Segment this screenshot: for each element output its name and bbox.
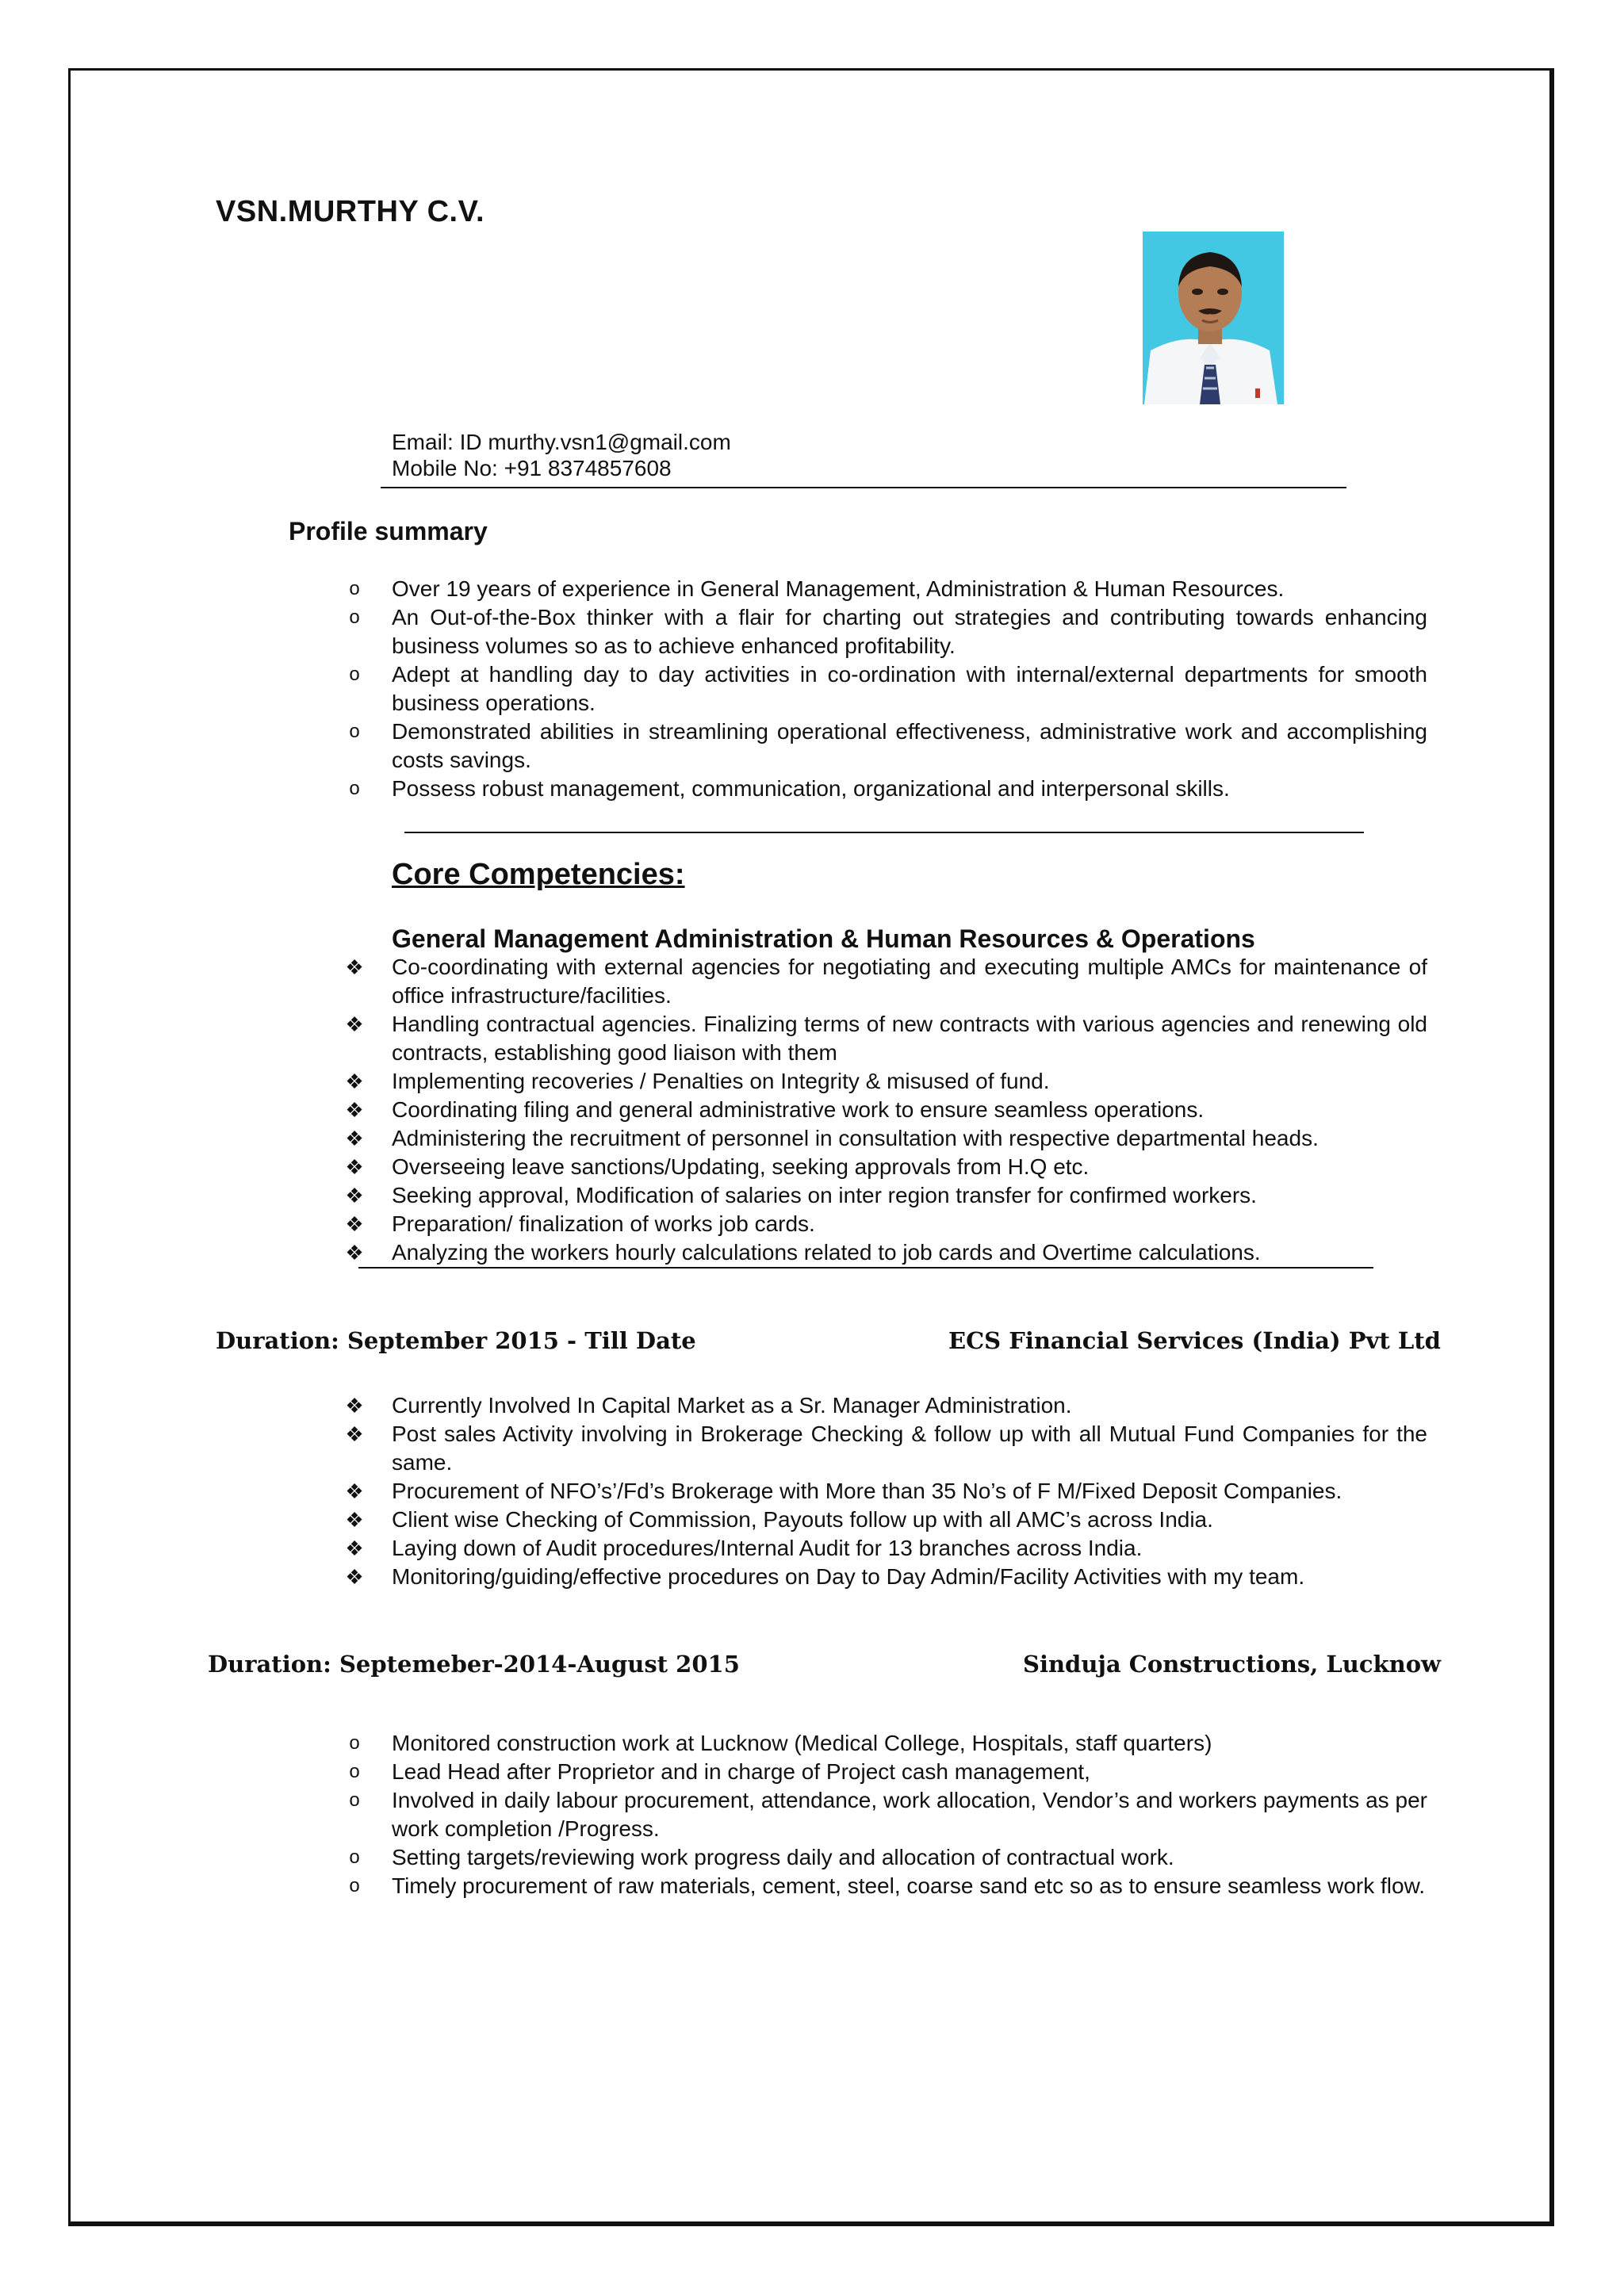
list-item: ❖ Laying down of Audit procedures/Internal Audit for 13 branches across India. bbox=[392, 1534, 1427, 1563]
list-item: ❖ Currently Involved In Capital Market as a Sr. Manager Administration. bbox=[392, 1391, 1427, 1420]
email-line: Email: ID murthy.vsn1@gmail.com bbox=[392, 430, 731, 454]
list-item: ❖ Handling contractual agencies. Finalizing terms of new contracts with various agencies and renewing old contracts, establishing good liaison with them bbox=[392, 1010, 1427, 1067]
list-item: ❖ Analyzing the workers hourly calculations related to job cards and Overtime calculations. bbox=[392, 1238, 1427, 1267]
list-item: o Setting targets/reviewing work progress daily and allocation of contractual work. bbox=[392, 1843, 1427, 1872]
profile-photo-image bbox=[1136, 232, 1284, 404]
list-item: o Adept at handling day to day activities in co-ordination with internal/external departments for smooth business operations. bbox=[392, 660, 1427, 718]
diamond-bullet-icon: ❖ bbox=[345, 1155, 364, 1179]
diamond-bullet-icon: ❖ bbox=[345, 1127, 364, 1150]
list-item: ❖ Coordinating filing and general administrative work to ensure seamless operations. bbox=[392, 1096, 1427, 1124]
profile-divider bbox=[404, 832, 1364, 833]
list-item: o Timely procurement of raw materials, cement, steel, coarse sand etc so as to ensure seamless work flow. bbox=[392, 1872, 1427, 1900]
cv-title: VSN.MURTHY C.V. bbox=[216, 195, 485, 228]
list-item: o Over 19 years of experience in General Management, Administration & Human Resources. bbox=[392, 575, 1427, 603]
diamond-bullet-icon: ❖ bbox=[345, 1212, 364, 1236]
list-item: ❖ Co-coordinating with external agencies for negotiating and executing multiple AMCs for maintenance of office infrastructure/facilities. bbox=[392, 953, 1427, 1010]
circle-bullet-icon: o bbox=[349, 1732, 360, 1754]
mobile-line: Mobile No: +91 8374857608 bbox=[392, 456, 672, 480]
circle-bullet-icon: o bbox=[349, 578, 360, 599]
list-item: o Demonstrated abilities in streamlining operational effectiveness, administrative work and accomplishing costs savings. bbox=[392, 718, 1427, 775]
core-competencies-subheading: General Management Administration & Human Resources & Operations bbox=[392, 924, 1255, 953]
diamond-bullet-icon: ❖ bbox=[345, 1012, 364, 1036]
list-item: ❖ Client wise Checking of Commission, Payouts follow up with all AMC’s across India. bbox=[392, 1506, 1427, 1534]
job1-duration: Duration: September 2015 - Till Date bbox=[216, 1327, 696, 1354]
profile-summary-heading: Profile summary bbox=[289, 517, 488, 545]
circle-bullet-icon: o bbox=[349, 664, 360, 685]
list-item: ❖ Overseeing leave sanctions/Updating, seeking approvals from H.Q etc. bbox=[392, 1153, 1427, 1181]
core-divider bbox=[358, 1267, 1373, 1269]
job2-duration: Duration: Septemeber-2014-August 2015 bbox=[208, 1651, 740, 1678]
job1-list bbox=[345, 1391, 1427, 1591]
diamond-bullet-icon: ❖ bbox=[345, 1098, 364, 1122]
circle-bullet-icon: o bbox=[349, 1875, 360, 1896]
list-item: ❖ Administering the recruitment of personnel in consultation with respective departmental heads. bbox=[392, 1124, 1427, 1153]
circle-bullet-icon: o bbox=[349, 778, 360, 799]
list-item: o Monitored construction work at Lucknow (Medical College, Hospitals, staff quarters) bbox=[392, 1729, 1427, 1758]
circle-bullet-icon: o bbox=[349, 1846, 360, 1868]
list-item: ❖ Monitoring/guiding/effective procedures on Day to Day Admin/Facility Activities with my team. bbox=[392, 1563, 1427, 1591]
core-competencies-list bbox=[345, 953, 1427, 1267]
circle-bullet-icon: o bbox=[349, 721, 360, 742]
diamond-bullet-icon: ❖ bbox=[345, 1422, 364, 1446]
list-item: ❖ Implementing recoveries / Penalties on Integrity & misused of fund. bbox=[392, 1067, 1427, 1096]
contact-divider bbox=[381, 487, 1346, 488]
list-item: o Lead Head after Proprietor and in charge of Project cash management, bbox=[392, 1758, 1427, 1786]
diamond-bullet-icon: ❖ bbox=[345, 1241, 364, 1265]
job2-company: Sinduja Constructions, Lucknow bbox=[1023, 1651, 1442, 1678]
diamond-bullet-icon: ❖ bbox=[345, 1536, 364, 1560]
diamond-bullet-icon: ❖ bbox=[345, 1565, 364, 1589]
job1-company: ECS Financial Services (India) Pvt Ltd bbox=[948, 1327, 1441, 1354]
core-competencies-heading: Core Competencies: bbox=[392, 858, 685, 891]
circle-bullet-icon: o bbox=[349, 1789, 360, 1811]
job2-list bbox=[349, 1729, 1427, 1900]
profile-photo bbox=[1136, 232, 1284, 404]
diamond-bullet-icon: ❖ bbox=[345, 1479, 364, 1503]
diamond-bullet-icon: ❖ bbox=[345, 1508, 364, 1532]
circle-bullet-icon: o bbox=[349, 1761, 360, 1782]
diamond-bullet-icon: ❖ bbox=[345, 1070, 364, 1093]
diamond-bullet-icon: ❖ bbox=[345, 955, 364, 979]
circle-bullet-icon: o bbox=[349, 607, 360, 628]
list-item: o An Out-of-the-Box thinker with a flair for charting out strategies and contributing towards enhancing business volumes so as to achieve enhanced profitability. bbox=[392, 603, 1427, 660]
list-item: ❖ Post sales Activity involving in Brokerage Checking & follow up with all Mutual Fund Companies for the same. bbox=[392, 1420, 1427, 1477]
profile-summary-list bbox=[349, 575, 1427, 803]
list-item: ❖ Seeking approval, Modification of salaries on inter region transfer for confirmed workers. bbox=[392, 1181, 1427, 1210]
diamond-bullet-icon: ❖ bbox=[345, 1184, 364, 1207]
list-item: ❖ Preparation/ finalization of works job cards. bbox=[392, 1210, 1427, 1238]
diamond-bullet-icon: ❖ bbox=[345, 1394, 364, 1418]
list-item: ❖ Procurement of NFO’s’/Fd’s Brokerage with More than 35 No’s of F M/Fixed Deposit Companies. bbox=[392, 1477, 1427, 1506]
list-item: o Involved in daily labour procurement, attendance, work allocation, Vendor’s and workers payments as per work completion /Progress. bbox=[392, 1786, 1427, 1843]
list-item: o Possess robust management, communication, organizational and interpersonal skills. bbox=[392, 775, 1427, 803]
